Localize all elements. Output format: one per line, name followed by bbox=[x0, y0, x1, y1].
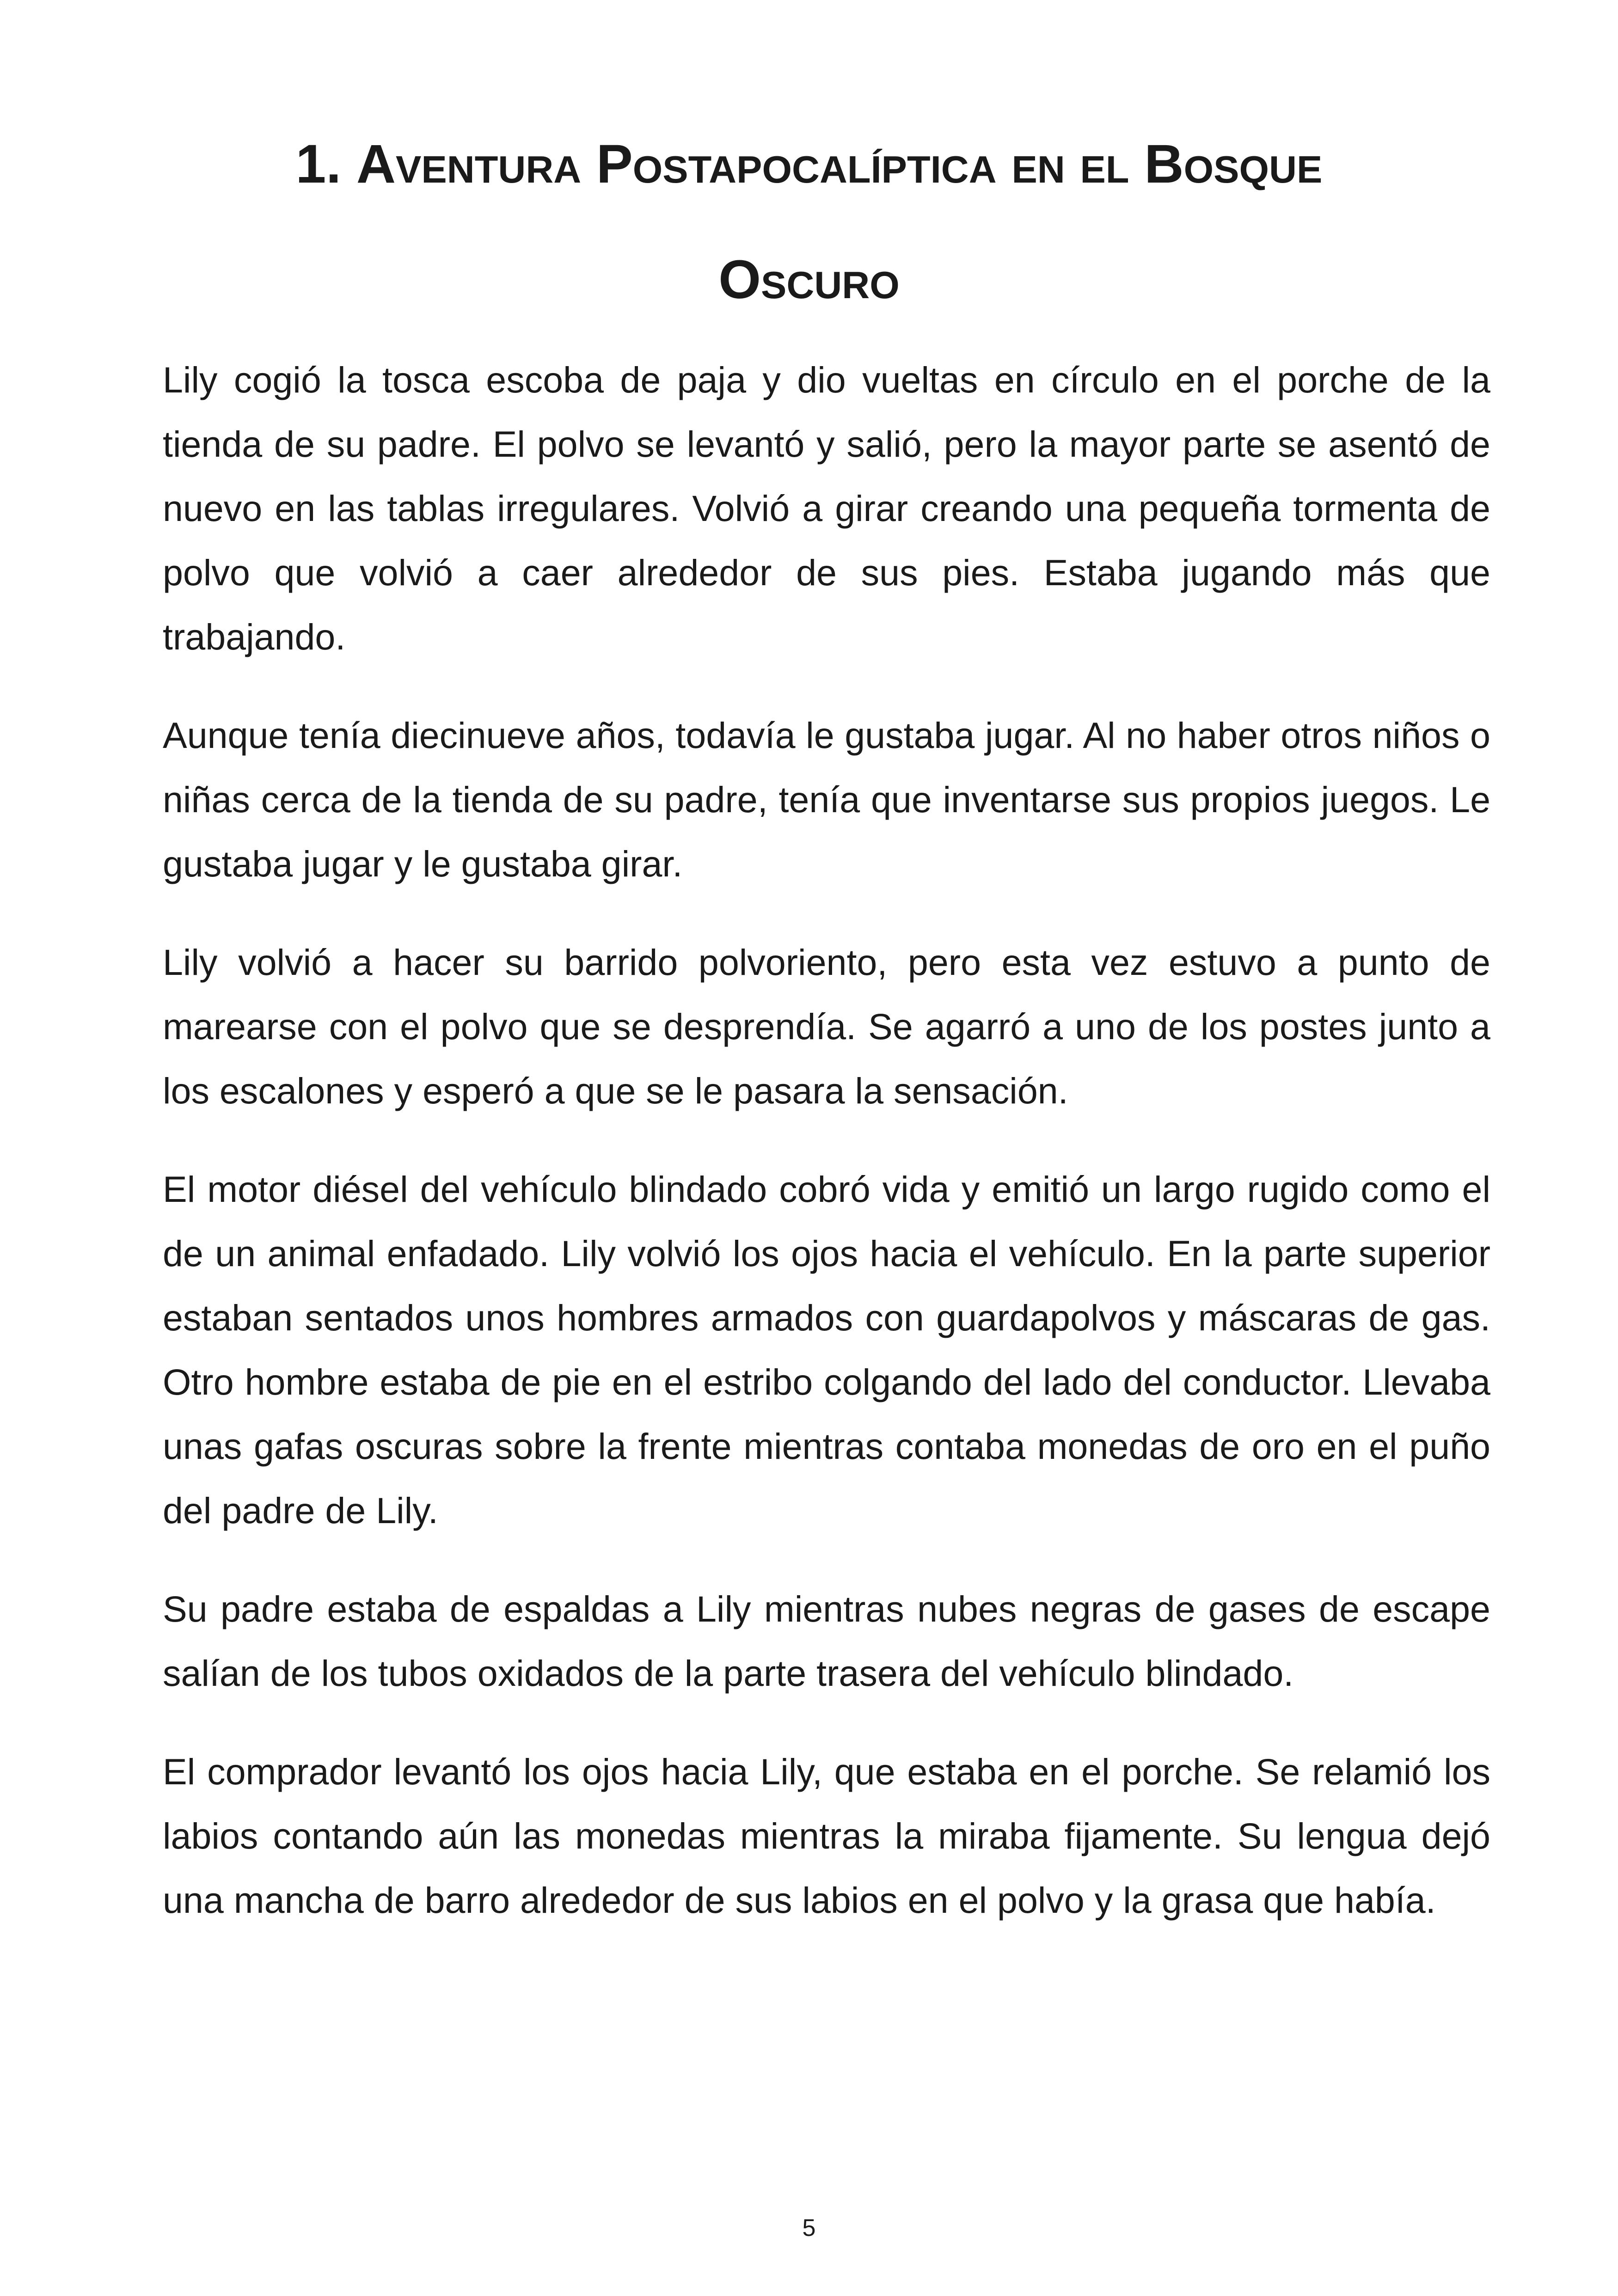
paragraph-5: Su padre estaba de espaldas a Lily mientras nubes negras de gases de escape salían de los tubos oxidados de la parte trasera del vehículo blindado. bbox=[163, 1588, 1490, 1694]
page-number: 5 bbox=[802, 2215, 816, 2241]
paragraph-6: El comprador levantó los ojos hacia Lily, que estaba en el porche. Se relamió los labios contando aún las monedas mientras la miraba fijamente. Su lengua dejó una mancha de barro alrededor de sus labios en el polvo y la grasa que había. bbox=[163, 1751, 1490, 1921]
paragraph-3: Lily volvió a hacer su barrido polvoriento, pero esta vez estuvo a punto de marearse con el polvo que se desprendía. Se agarró a uno de los postes junto a los escalones y esperó a que se le pasara la sensación. bbox=[163, 942, 1490, 1111]
paragraph-2: Aunque tenía diecinueve años, todavía le gustaba jugar. Al no haber otros niños o niñas cerca de la tienda de su padre, tenía que inventarse sus propios juegos. Le gustaba jugar y le gustaba girar. bbox=[163, 715, 1490, 884]
chapter-number: 1. bbox=[295, 134, 342, 195]
chapter-title-line-2: Oscuro bbox=[718, 249, 900, 310]
paragraph-1: Lily cogió la tosca escoba de paja y dio vueltas en círculo en el porche de la tienda de su padre. El polvo se levantó y salió, pero la mayor parte se asentó de nuevo en las tablas irregulares. Volvió a girar creando una pequeña tormenta de polvo que volvió a caer alrededor de sus pies. Estaba jugando más que trabajando. bbox=[163, 359, 1490, 657]
chapter-title-line-1: Aventura Postapocalíptica en el Bosque bbox=[356, 134, 1323, 195]
chapter-body bbox=[163, 348, 1490, 1966]
chapter-title bbox=[185, 106, 1433, 337]
paragraph-4: El motor diésel del vehículo blindado cobró vida y emitió un largo rugido como el de un animal enfadado. Lily volvió los ojos hacia el vehículo. En la parte superior estaban sentados unos hombres armados con guardapolvos y máscaras de gas. Otro hombre estaba de pie en el estribo colgando del lado del conductor. Llevaba unas gafas oscuras sobre la frente mientras contaba monedas de oro en el puño del padre de Lily. bbox=[163, 1169, 1490, 1531]
